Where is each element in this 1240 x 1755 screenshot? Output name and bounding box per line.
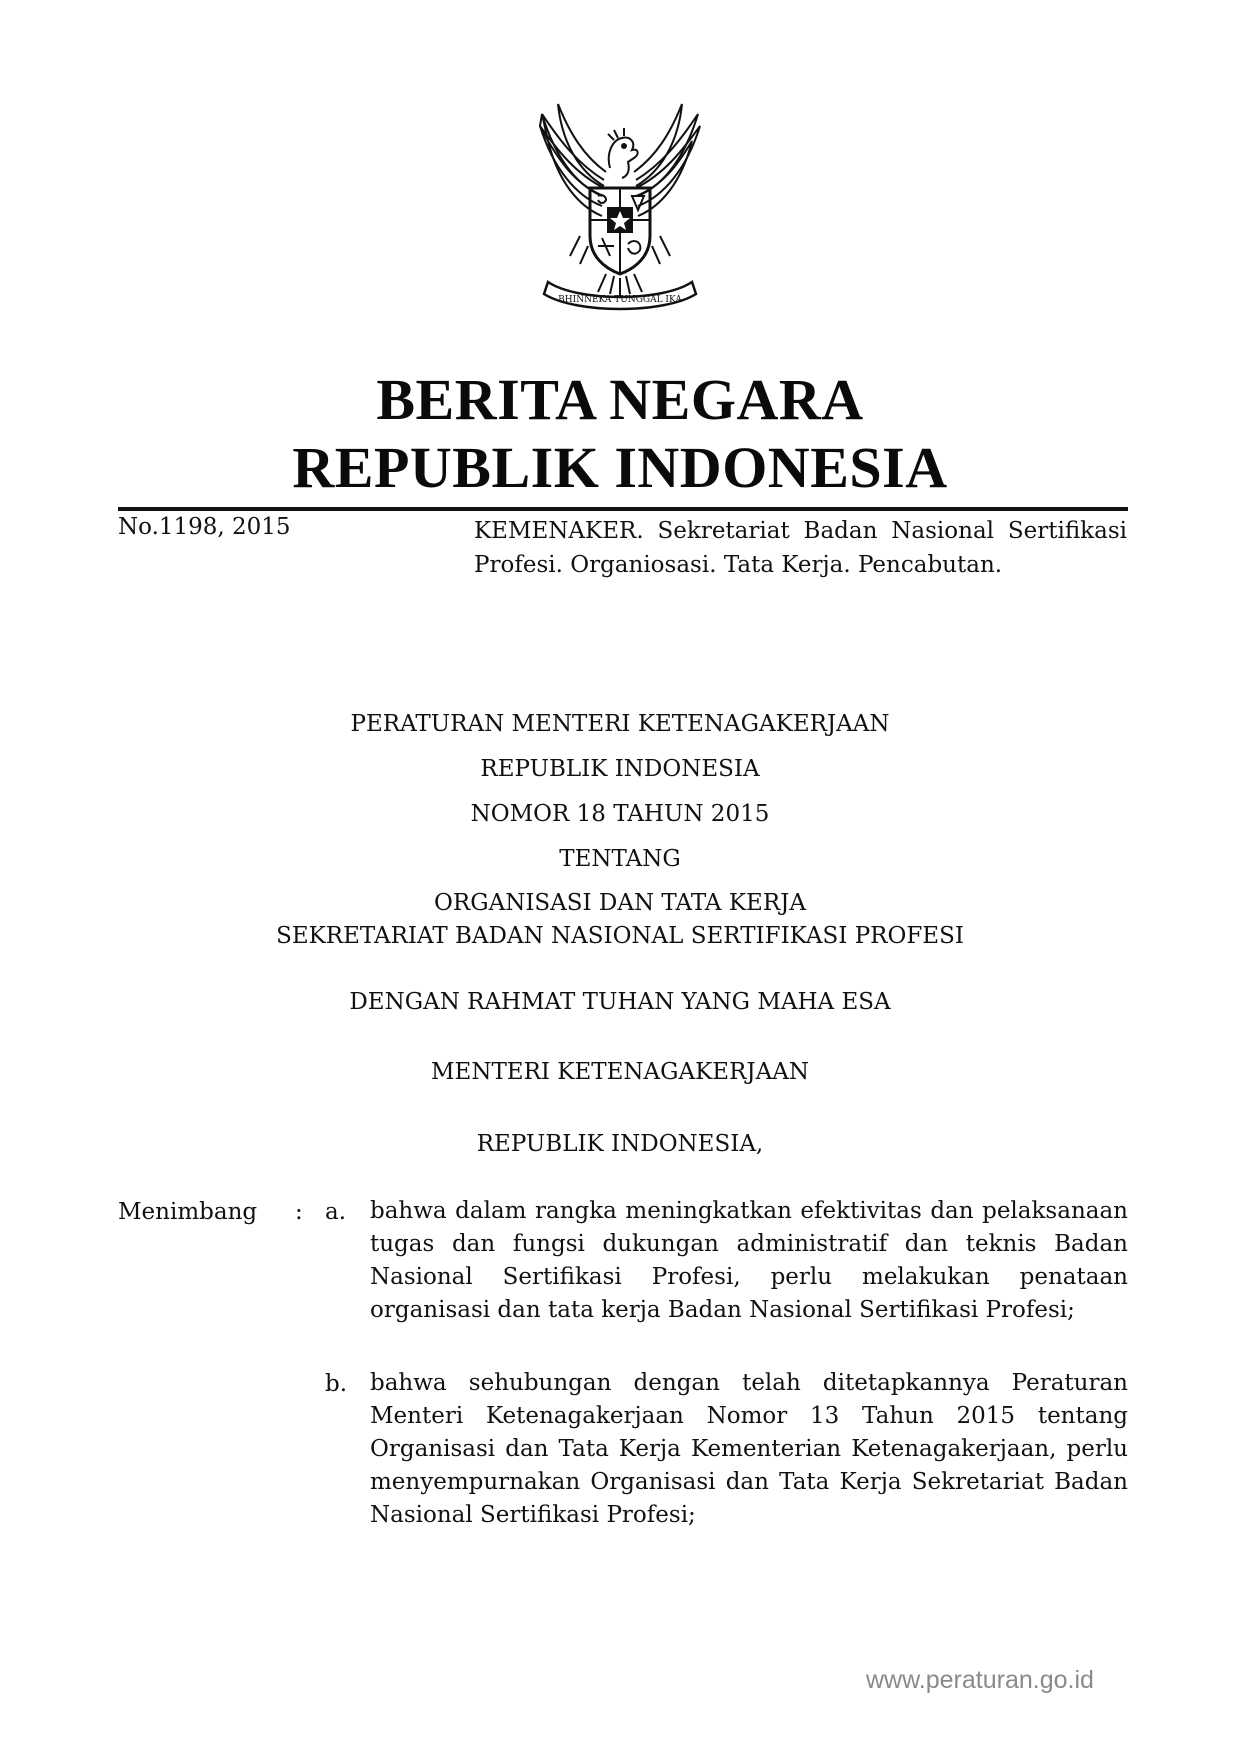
minister-country: REPUBLIK INDONESIA, xyxy=(476,1131,764,1157)
regulation-number: NOMOR 18 TAHUN 2015 xyxy=(470,801,770,827)
masthead-title: BERITA NEGARA xyxy=(376,367,864,432)
regulation-title: PERATURAN MENTERI KETENAGAKERJAAN xyxy=(350,711,890,737)
regulation-about: TENTANG xyxy=(559,846,681,872)
considering-marker-a: a. xyxy=(325,1199,347,1225)
minister-title: MENTERI KETENAGAKERJAAN xyxy=(431,1059,809,1085)
considering-item-a: bahwa dalam rangka meningkatkan efektivitas dan pelaksanaan tugas dan fungsi dukungan administratif dan teknis Badan Nasional Sertifikasi Profesi, perlu melakukan penataan organisasi dan tata kerja Badan Nasional Sertifikasi Profesi; xyxy=(370,1198,1128,1323)
regulation-subject-line2: SEKRETARIAT BADAN NASIONAL SERTIFIKASI PROFESI xyxy=(276,923,964,949)
preamble: DENGAN RAHMAT TUHAN YANG MAHA ESA xyxy=(349,989,891,1015)
considering-item-b: bahwa sehubungan dengan telah ditetapkannya Peraturan Menteri Ketenagakerjaan Nomor 13 Tahun 2015 tentang Organisasi dan Tata Kerja Kementerian Ketenagakerjaan, perlu menyempurnakan Organisasi dan Tata Kerja Sekretariat Badan Nasional Sertifikasi Profesi; xyxy=(370,1370,1128,1528)
watermark-url: www.peraturan.go.id xyxy=(866,1666,1094,1694)
considering-label: Menimbang xyxy=(118,1199,258,1225)
considering-marker-b: b. xyxy=(325,1371,348,1397)
regulation-subject-line1: ORGANISASI DAN TATA KERJA xyxy=(434,890,806,916)
masthead-subtitle: REPUBLIK INDONESIA xyxy=(292,435,948,500)
masthead-divider xyxy=(118,507,1128,511)
emblem-motto: BHINNEKA TUNGGAL IKA xyxy=(558,295,682,305)
issue-number: No.1198, 2015 xyxy=(118,514,291,540)
considering-colon: : xyxy=(295,1199,303,1225)
garuda-emblem-icon xyxy=(518,96,722,314)
regulation-country: REPUBLIK INDONESIA xyxy=(480,756,760,782)
issue-subject: KEMENAKER. Sekretariat Badan Nasional Sertifikasi Profesi. Organiosasi. Tata Kerja. Pencabutan. xyxy=(474,518,1127,578)
